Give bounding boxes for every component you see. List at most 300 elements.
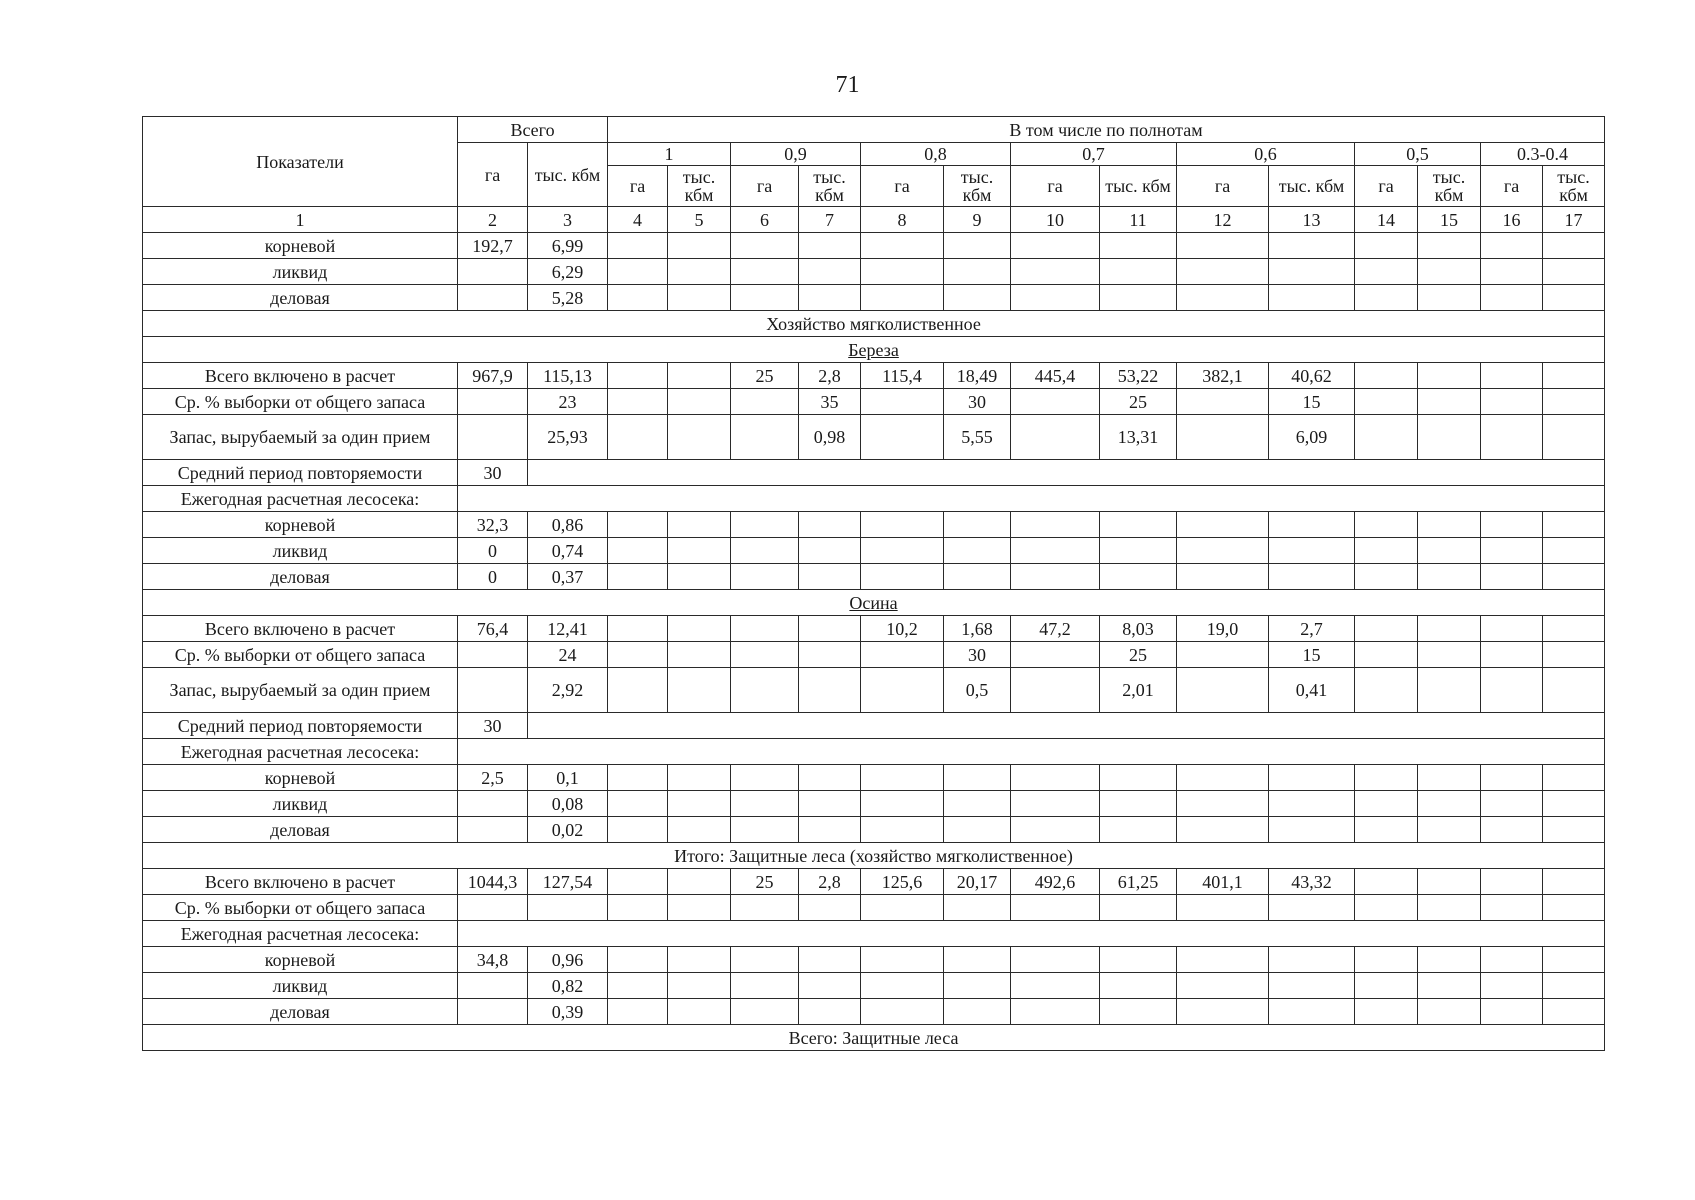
cell-value: 2,92: [528, 668, 608, 713]
cell-value: 0,5: [944, 668, 1011, 713]
cell-value: [944, 791, 1011, 817]
cell-value: [608, 642, 668, 668]
header-v-tom-chisle: В том числе по полнотам: [608, 117, 1605, 143]
cell-value: [668, 389, 731, 415]
cell-value: [861, 973, 944, 999]
cell-value: [608, 947, 668, 973]
cell-value: [799, 895, 861, 921]
cell-value: [1269, 285, 1355, 311]
cell-value: [608, 869, 668, 895]
cell-value: [668, 538, 731, 564]
table-row: [143, 311, 1605, 337]
cell-value: [1011, 973, 1100, 999]
cell-value: [608, 616, 668, 642]
cell-value: [458, 259, 528, 285]
cell-value: [1481, 363, 1543, 389]
table-row: [143, 486, 1605, 512]
cell-value: [1100, 538, 1177, 564]
cell-value: [1418, 947, 1481, 973]
cell-value: [799, 765, 861, 791]
row-label: корневой: [143, 947, 458, 973]
cell-value: [608, 363, 668, 389]
cell-value: 401,1: [1177, 869, 1269, 895]
row-label: Запас, вырубаемый за один прием: [143, 415, 458, 460]
cell-value: [1100, 947, 1177, 973]
cell-value: [668, 895, 731, 921]
cell-value: [944, 947, 1011, 973]
cell-value: [944, 895, 1011, 921]
cell-value: [1418, 233, 1481, 259]
cell-value: [1418, 259, 1481, 285]
table-row: [143, 765, 1605, 791]
cell-value: [608, 389, 668, 415]
cell-value: [668, 233, 731, 259]
page-number: 71: [835, 72, 860, 98]
cell-value: 30: [944, 642, 1011, 668]
cell-value: [944, 512, 1011, 538]
row-label: Средний период повторяемости: [143, 460, 458, 486]
cell-value: [1177, 895, 1269, 921]
cell-value: [1269, 817, 1355, 843]
cell-value: [1418, 389, 1481, 415]
cell-value: [1418, 817, 1481, 843]
row-label: Ежегодная расчетная лесосека:: [143, 739, 458, 765]
cell-value: [944, 233, 1011, 259]
cell-value: [1011, 512, 1100, 538]
cell-value: [458, 999, 528, 1025]
cell-value: 0,82: [528, 973, 608, 999]
table-row: [143, 895, 1605, 921]
section-title: Береза: [143, 337, 1605, 363]
cell-value: [944, 973, 1011, 999]
table-row: [143, 415, 1605, 460]
cell-value: 382,1: [1177, 363, 1269, 389]
cell-value: [608, 973, 668, 999]
cell-value: 8,03: [1100, 616, 1177, 642]
cell-value: [608, 285, 668, 311]
cell-value: [861, 285, 944, 311]
cell-value: 967,9: [458, 363, 528, 389]
table-row: [143, 460, 1605, 486]
cell-value: 2,8: [799, 363, 861, 389]
cell-value: [1177, 791, 1269, 817]
cell-value: [1481, 538, 1543, 564]
row-label: корневой: [143, 765, 458, 791]
cell-value: [731, 791, 799, 817]
cell-value: [458, 285, 528, 311]
cell-value: [668, 616, 731, 642]
cell-value: [861, 642, 944, 668]
cell-value: 25: [731, 363, 799, 389]
row-label: ликвид: [143, 538, 458, 564]
cell-value: 23: [528, 389, 608, 415]
cell-value: [1543, 512, 1605, 538]
table-row: [143, 389, 1605, 415]
cell-value: [1269, 259, 1355, 285]
table-row: [143, 668, 1605, 713]
cell-value: 127,54: [528, 869, 608, 895]
cell-value: [1355, 389, 1418, 415]
cell-value: [458, 642, 528, 668]
cell-value: 0,08: [528, 791, 608, 817]
cell-value: [1355, 363, 1418, 389]
table-row: [143, 791, 1605, 817]
cell-value: 30: [458, 460, 528, 486]
column-number: 9: [944, 207, 1011, 233]
column-number: 13: [1269, 207, 1355, 233]
cell-value: 30: [458, 713, 528, 739]
cell-value: 5,55: [944, 415, 1011, 460]
cell-value: 0,96: [528, 947, 608, 973]
header-ga: га: [731, 166, 799, 207]
cell-value: 192,7: [458, 233, 528, 259]
cell-value: 10,2: [861, 616, 944, 642]
cell-value: 6,29: [528, 259, 608, 285]
cell-value: [861, 564, 944, 590]
cell-value: [1269, 233, 1355, 259]
cell-value: [1355, 947, 1418, 973]
cell-value: 61,25: [1100, 869, 1177, 895]
cell-value: [1100, 765, 1177, 791]
cell-value: 0,1: [528, 765, 608, 791]
cell-value: [1481, 259, 1543, 285]
cell-value: 76,4: [458, 616, 528, 642]
cell-value: [608, 791, 668, 817]
cell-value: [1481, 895, 1543, 921]
cell-value: [944, 285, 1011, 311]
table-row: [143, 363, 1605, 389]
header-ga: га: [608, 166, 668, 207]
cell-value: 0: [458, 564, 528, 590]
cell-value: [1100, 895, 1177, 921]
cell-value: [1011, 415, 1100, 460]
cell-value: [1481, 512, 1543, 538]
column-number: 4: [608, 207, 668, 233]
row-label: деловая: [143, 285, 458, 311]
cell-value: [1481, 947, 1543, 973]
cell-value: [861, 668, 944, 713]
cell-value: [731, 999, 799, 1025]
cell-value: [1543, 616, 1605, 642]
cell-value: [668, 415, 731, 460]
cell-value: [1100, 285, 1177, 311]
cell-value: [1269, 512, 1355, 538]
cell-value: [1177, 285, 1269, 311]
cell-value: [1418, 538, 1481, 564]
cell-value: [1011, 817, 1100, 843]
cell-value: [608, 817, 668, 843]
cell-value: [731, 285, 799, 311]
cell-value: [668, 817, 731, 843]
cell-value: [1481, 765, 1543, 791]
cell-value: [944, 817, 1011, 843]
cell-value: 1,68: [944, 616, 1011, 642]
empty-cell: [528, 713, 1605, 739]
cell-value: [608, 668, 668, 713]
column-number: 16: [1481, 207, 1543, 233]
cell-value: 53,22: [1100, 363, 1177, 389]
row-label: Ср. % выборки от общего запаса: [143, 642, 458, 668]
cell-value: [1269, 564, 1355, 590]
cell-value: [1269, 538, 1355, 564]
cell-value: [799, 642, 861, 668]
header-pokazateli: Показатели: [143, 117, 458, 207]
cell-value: [1355, 616, 1418, 642]
cell-value: 1044,3: [458, 869, 528, 895]
table-row: [143, 616, 1605, 642]
cell-value: [1269, 895, 1355, 921]
cell-value: [1543, 642, 1605, 668]
cell-value: [1100, 259, 1177, 285]
cell-value: [1011, 538, 1100, 564]
column-number: 8: [861, 207, 944, 233]
cell-value: [861, 791, 944, 817]
cell-value: [1543, 973, 1605, 999]
cell-value: [1355, 869, 1418, 895]
cell-value: 25: [731, 869, 799, 895]
cell-value: 6,09: [1269, 415, 1355, 460]
cell-value: [1355, 895, 1418, 921]
cell-value: [731, 538, 799, 564]
cell-value: [1481, 564, 1543, 590]
cell-value: 0,39: [528, 999, 608, 1025]
cell-value: [608, 765, 668, 791]
header-row-1: [143, 117, 1605, 143]
cell-value: [1177, 973, 1269, 999]
cell-value: [799, 668, 861, 713]
cell-value: [1418, 668, 1481, 713]
table-row: [143, 973, 1605, 999]
cell-value: [1481, 668, 1543, 713]
cell-value: [1418, 642, 1481, 668]
cell-value: 5,28: [528, 285, 608, 311]
header-tys-kbm: тыс. кбм: [944, 166, 1011, 207]
header-vsego-ga: га: [458, 143, 528, 207]
cell-value: [861, 895, 944, 921]
cell-value: 24: [528, 642, 608, 668]
table-row: [143, 233, 1605, 259]
cell-value: [799, 564, 861, 590]
cell-value: [1355, 765, 1418, 791]
cell-value: [1011, 895, 1100, 921]
cell-value: [1418, 895, 1481, 921]
cell-value: [731, 765, 799, 791]
cell-value: 13,31: [1100, 415, 1177, 460]
cell-value: [1100, 512, 1177, 538]
cell-value: [731, 642, 799, 668]
cell-value: 0: [458, 538, 528, 564]
cell-value: [1011, 999, 1100, 1025]
cell-value: [668, 642, 731, 668]
cell-value: 20,17: [944, 869, 1011, 895]
cell-value: [1418, 616, 1481, 642]
cell-value: [1011, 642, 1100, 668]
cell-value: 2,5: [458, 765, 528, 791]
cell-value: 445,4: [1011, 363, 1100, 389]
header-ga: га: [1481, 166, 1543, 207]
cell-value: [1543, 564, 1605, 590]
cell-value: [1355, 233, 1418, 259]
cell-value: 18,49: [944, 363, 1011, 389]
cell-value: [1543, 999, 1605, 1025]
cell-value: [608, 538, 668, 564]
cell-value: [731, 616, 799, 642]
cell-value: [1543, 233, 1605, 259]
section-title: Всего: Защитные леса: [143, 1025, 1605, 1051]
cell-value: [668, 999, 731, 1025]
table-row: [143, 921, 1605, 947]
cell-value: [1011, 668, 1100, 713]
cell-value: [1011, 564, 1100, 590]
cell-value: [1355, 512, 1418, 538]
cell-value: [1355, 259, 1418, 285]
cell-value: [1177, 642, 1269, 668]
cell-value: [1543, 869, 1605, 895]
cell-value: [1543, 415, 1605, 460]
column-number: 12: [1177, 207, 1269, 233]
cell-value: [799, 259, 861, 285]
cell-value: [668, 564, 731, 590]
cell-value: [1543, 947, 1605, 973]
cell-value: 47,2: [1011, 616, 1100, 642]
cell-value: [1269, 947, 1355, 973]
cell-value: [1418, 973, 1481, 999]
cell-value: [799, 538, 861, 564]
column-number: 7: [799, 207, 861, 233]
column-number: 14: [1355, 207, 1418, 233]
cell-value: [731, 233, 799, 259]
table-row: [143, 1025, 1605, 1051]
row-label: деловая: [143, 999, 458, 1025]
cell-value: 125,6: [861, 869, 944, 895]
cell-value: 0,02: [528, 817, 608, 843]
cell-value: [1177, 538, 1269, 564]
cell-value: [861, 765, 944, 791]
table-row: [143, 817, 1605, 843]
row-label: деловая: [143, 817, 458, 843]
cell-value: [1355, 415, 1418, 460]
cell-value: [799, 817, 861, 843]
cell-value: [1011, 765, 1100, 791]
cell-value: 12,41: [528, 616, 608, 642]
cell-value: [1177, 765, 1269, 791]
cell-value: [458, 973, 528, 999]
cell-value: [668, 947, 731, 973]
cell-value: 35: [799, 389, 861, 415]
header-ga: га: [861, 166, 944, 207]
cell-value: [799, 285, 861, 311]
cell-value: [1177, 564, 1269, 590]
cell-value: [1269, 765, 1355, 791]
cell-value: [731, 415, 799, 460]
header-ga: га: [1177, 166, 1269, 207]
cell-value: [1543, 363, 1605, 389]
column-number: 15: [1418, 207, 1481, 233]
header-density: 0,6: [1177, 143, 1355, 166]
cell-value: [1011, 259, 1100, 285]
cell-value: [1355, 973, 1418, 999]
cell-value: [458, 389, 528, 415]
cell-value: [668, 668, 731, 713]
cell-value: [608, 895, 668, 921]
row-label: Ежегодная расчетная лесосека:: [143, 486, 458, 512]
table-row: [143, 947, 1605, 973]
cell-value: [1177, 668, 1269, 713]
cell-value: [799, 947, 861, 973]
row-label: ликвид: [143, 791, 458, 817]
cell-value: [861, 389, 944, 415]
cell-value: [668, 973, 731, 999]
cell-value: [1177, 233, 1269, 259]
cell-value: [1543, 389, 1605, 415]
cell-value: [668, 765, 731, 791]
header-tys-kbm: тыс. кбм: [1543, 166, 1605, 207]
cell-value: [861, 259, 944, 285]
cell-value: [1100, 233, 1177, 259]
table-row: [143, 843, 1605, 869]
empty-cell: [458, 486, 1605, 512]
cell-value: [1418, 512, 1481, 538]
cell-value: [1481, 973, 1543, 999]
cell-value: [1543, 817, 1605, 843]
table-row: [143, 590, 1605, 616]
cell-value: [1481, 791, 1543, 817]
header-density: 0,7: [1011, 143, 1177, 166]
cell-value: [1418, 415, 1481, 460]
cell-value: [731, 259, 799, 285]
table-row: [143, 713, 1605, 739]
cell-value: [799, 791, 861, 817]
cell-value: [731, 817, 799, 843]
cell-value: 25,93: [528, 415, 608, 460]
cell-value: [668, 869, 731, 895]
table-row: [143, 642, 1605, 668]
cell-value: [1100, 999, 1177, 1025]
row-label: Ср. % выборки от общего запаса: [143, 895, 458, 921]
cell-value: 115,4: [861, 363, 944, 389]
cell-value: [1481, 285, 1543, 311]
header-density: 0,5: [1355, 143, 1481, 166]
column-number: 10: [1011, 207, 1100, 233]
row-label: Всего включено в расчет: [143, 616, 458, 642]
cell-value: [799, 616, 861, 642]
cell-value: [528, 895, 608, 921]
section-title: Хозяйство мягколиственное: [143, 311, 1605, 337]
cell-value: 6,99: [528, 233, 608, 259]
header-ga: га: [1355, 166, 1418, 207]
row-label: Ежегодная расчетная лесосека:: [143, 921, 458, 947]
cell-value: [1177, 259, 1269, 285]
cell-value: 19,0: [1177, 616, 1269, 642]
table-row: [143, 337, 1605, 363]
cell-value: [799, 512, 861, 538]
cell-value: [668, 285, 731, 311]
cell-value: [1011, 791, 1100, 817]
cell-value: [1355, 538, 1418, 564]
cell-value: [731, 947, 799, 973]
cell-value: [1543, 259, 1605, 285]
cell-value: [1481, 817, 1543, 843]
cell-value: [1011, 389, 1100, 415]
cell-value: [799, 999, 861, 1025]
header-density: 1: [608, 143, 731, 166]
empty-cell: [458, 921, 1605, 947]
table-row: [143, 538, 1605, 564]
section-title: Итого: Защитные леса (хозяйство мягколиственное): [143, 843, 1605, 869]
cell-value: [1177, 999, 1269, 1025]
cell-value: 15: [1269, 642, 1355, 668]
cell-value: [861, 233, 944, 259]
